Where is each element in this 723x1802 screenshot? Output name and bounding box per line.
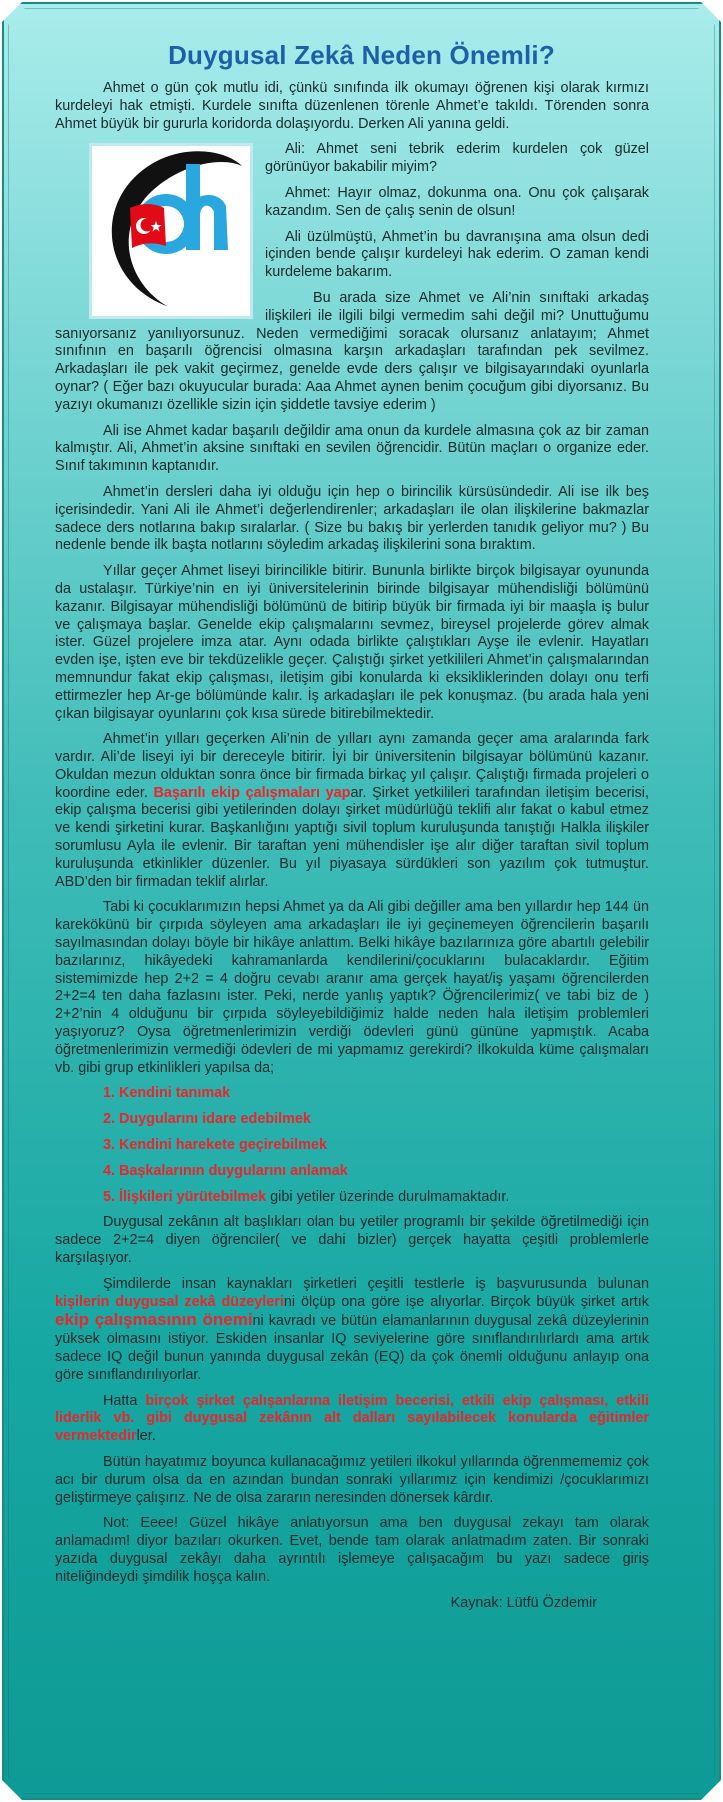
skills-list [103,1085,649,1206]
paragraph-10: Tabi ki çocuklarımızın hepsi Ahmet ya da Ali gibi değiller ama ben yıllardır hep 144 ün karekökünü bir çırpıda söyleyen ama arkadaşları ile iyi geçinemeyen öğrencilerin başarılı sayılmasından dolayı böyle bir hikâye anlattım. Belki hikâye bazılarınıza göre abartılı gelebilir bazılarınız, hikâyedeki kahramanlarda kendilerini/çocuklarını bulacaklardır. Eğitim sistemimizde hep 2+2 = 4 doğru cevabı aranır ama gerçek hayat/iş yaşamı öğrencilerden 2+2=4 ten daha fazlasını ister. Peki, nerde yanlış yaptık? Öğrencilerimiz( ve tabi biz de ) 2+2’nin 4 olduğunu bir çırpıda söyleyebildiğimiz halde neden hala iletişim problemleri yaşıyoruz? Oysa öğretmenlerimizin verdiği ödevleri günü gününe yapmıştık. Acaba öğretmenlerimizin vermediği ödevleri de mi yapmamız gerekirdi? İlkokulda küme çalışmaları vb. gibi grup etkinlikleri yapılsa da; [55,899,649,1076]
dh-logo-icon [89,143,253,319]
intro-text-2: Ali: Ahmet seni tebrik ederim kurdelen çok güzel görünüyor bakabilir miyim? [265,141,649,176]
paragraph-12 [55,1276,649,1385]
paragraph-9-text-b: ar. Şirket yetkilileri tarafından iletişim becerisi, ekip çalışma becerisi gibi yetilerinden dolayı şirket müdürlüğü teklifi alır fakat o kabul etmez ve kendi şirketini kurar. Başkanlığını yaptığı sivil toplum kuruluşunda tanıştığı Halkla ilişkiler sorumlusu Ayla ile evlenir. Bir taraftan yeni mühendisler işe alır diğer taraftan sivil toplum kuruluşunda etkinlikler düzenler. Bu yıl piyasaya sürdükleri son yazılım çok tutmuştur. ABD’den bir firmadan teklif alırlar. [55,784,649,890]
list-item-2: 2. Duygularını idare edebilmek [103,1111,311,1128]
paragraph-15: Not: Eeee! Güzel hikâye anlatıyorsun ama ben duygusal zekayı tam olarak anlamadım! diyor bazıları okurken. Evet, bende tam olarak anlatmadım zaten. Bir sonraki yazıda duygusal zekâyı daha ayrıntılı işlemeye çalışacağım bu yazı sadece giriş niteliğindeydi şimdilik hoşça kalın. [55,1515,649,1585]
paragraph-5: Bu arada size Ahmet ve Ali’nin sınıftaki arkadaş ilişkileri ile ilgili bilgi vermedim sahi değil mi? Unuttuğumu sanıyorsanız yanılıyorsunuz. Neden vermediğimi soracak olursanız anlatayım; Ahmet sınıfının en başarılı öğrencisi olmasına karşın arkadaşları tarafından pek sevilmez. Arkadaşları ile pek vakit geçirmez, genelde evde ders çalışır ve bilgisayarındaki oyunlarla oynar? ( Eğer bazı okuyucular burada: Aaa Ahmet aynen benim çocuğum gibi diyorsanız. Bu yazıyı okumanızı özellikle sizin için şiddetle tavsiye ederim ) [55,289,649,413]
list-item [103,1137,649,1155]
paragraph-7: Ahmet’in dersleri daha iyi olduğu için hep o birincilik kürsüsündedir. Ali ise ilk beş içerisindedir. Yani Ali ile Ahmet’i değerlendirenler; arkadaşları ile olan ilişkilerine bakmazlar sadece ders notlarına bakıp sıralarlar. ( Size bu bakış bir yerlerden tanıdık geliyor mu? ) Bu nedenle bende ilk başta notlarını söyledim arkadaş ilişkilerini sona bıraktım. [55,483,649,554]
list-item-5: 5. İlişkileri yürütebilmek [103,1188,267,1205]
paragraph-9-text-a: Ahmet’in yılları geçerken Ali’nin de yılları aynı zamanda geçer ama aralarında fark vardır. Ali’de liseyi iyi bir dereceyle bitirir. İyi bir üniversitenin bilgisayar bölümünü kazanır. Okuldan mezun olduktan sonra önce bir firmada birkaç yıl çalışır. Çalıştığı firmada projeleri o koordine eder. [55,731,649,801]
logo-graphic [92,146,250,316]
article-body [55,80,649,1612]
list-item [103,1111,649,1129]
paragraph-13-text-b: ler. [136,1428,156,1445]
paragraph-6: Ali ise Ahmet kadar başarılı değildir ama onun da kurdele almasına çok az bir zaman kalmıştır. Ali, Ahmet’in aksine sınıftaki en sevilen öğrencidir. Bütün maçları o organize eder. Sınıf takımının kaptanıdır. [55,422,649,475]
paragraph-8: Yıllar geçer Ahmet liseyi birincilikle bitirir. Bununla birlikte birçok bilgisayar oyununda da ustalaşır. Türkiye’nin en iyi üniversitelerinin birinde bilgisayar mühendisliği bölümünü kazanır. Bilgisayar mühendisliği bölümünü de bitirip büyük bir firmada iyi bir maaşla iş bulur ve çalışmaya başlar. Genelde ekip çalışmalarını sevmez, bireysel projelerde görev almak ister. Güzel projelere imza atar. Aynı odada birlikte çalıştıkları Ayşe ile evlenir. Hayatları evden işe, işten eve bir tekdüzelikle geçer. Çalıştığı şirket yetkilileri Ahmet’in çalışmalarından memnundur fakat ekip çalışması, iletişim gibi konularda ki eksikliklerinden dolayı onu terfi ettirmezler hep Ar-ge bölümünde kalır. İş arkadaşları ile pek konuşmaz. (bu arada hala yeni çıkan bilgisayar oyunlarını çok kısa sürede bitirebilmektedir. [55,563,649,722]
list-item [103,1163,649,1181]
paragraph-14: Bütün hayatımız boyunca kullanacağımız yetileri ilkokul yıllarında öğrenmememiz çok acı bir durum olsa da en azından bundan sonraki yıllarımız için kendimizi /çocuklarımızı geliştirmeye çalışırız. Ne de olsa zararın neresinden dönersek kârdır. [55,1453,649,1506]
source-credit: Kaynak: Lütfü Özdemir [450,1594,597,1611]
paragraph-13-text-a: Hatta [103,1392,146,1409]
list-item [103,1085,649,1103]
paragraph-12-text-c: ni kavradı ve bütün elamanlarının duygusal zekâ düzeylerinin yüksek olmasını istiyor. Eskiden insanlar IQ seviyelerine göre sınıflandırılırlardı ama artık sadece IQ değil bunun yanında duygusal zekân (EQ) da çok önemli olduğunu anlayıp ona göre sınıflandırılıyorlar. [55,1313,649,1383]
list-item-5-rest: gibi yetiler üzerinde durulmamaktadır. [266,1188,510,1205]
intro-text-3: Ahmet: Hayır olmaz, dokunma ona. Onu çok çalışarak kazandım. Sen de çalış senin de olsun! [265,184,649,219]
paragraph-intro-1 [55,80,649,133]
paragraph-13-highlight: birçok şirket çalışanlarına iletişim becerisi, etkili ekip çalışması, etkili liderlik vb. gibi duygusal zekânın alt dalları sayılabilecek konularda eğitimler vermektedir [55,1392,649,1445]
list-item-1: 1. Kendini tanımak [103,1085,231,1102]
paragraph-9-highlight: Başarılı ekip çalışmaları yap [153,784,351,801]
paragraph-9 [55,731,649,891]
paragraph-12-highlight-1: kişilerin duygusal zekâ düzeyleri [55,1293,284,1310]
list-item [103,1189,649,1207]
list-item-4: 4. Başkalarının duygularını anlamak [103,1162,348,1179]
page-title: Duygusal Zekâ Neden Önemli? [168,40,555,70]
intro-text-1: Ahmet o gün çok mutlu idi, çünkü sınıfında ilk okumayı öğrenen kişi olarak kırmızı kurdeleyi hak etmişti. Kurdele sınıfta düzenlenen törenle Ahmet’e takıldı. Törenden sonra Ahmet büyük bir gururla koridorda dolaşıyordu. Derken Ali yanına geldi. [55,80,649,132]
paragraph-13 [55,1393,649,1446]
intro-text-4: Ali üzülmüştü, Ahmet’in bu davranışına ama olsun dedi içinden bende çalışır kurdeleyi hak ederim. O zaman kendi kurdeleme bakarım. [265,228,649,281]
paragraph-12-highlight-2: ekip çalışmasının önemi [55,1310,253,1330]
paragraph-12-text-a: Şimdilerde insan kaynakları şirketleri çeşitli testlerle iş başvurusunda bulunan [103,1275,649,1292]
list-item-3: 3. Kendini harekete geçirebilmek [103,1137,327,1154]
paragraph-11: Duygusal zekânın alt başlıkları olan bu yetiler programlı bir şekilde öğretilmediği için sadece 2+2=4 diyen öğrenciler( ve dahi bizler) gerçek hayatta çeşitli problemlerle karşılaşıyor. [55,1214,649,1267]
paragraph-12-text-b: ni ölçüp ona göre işe alıyorlar. Birçok büyük şirket artık [283,1293,649,1310]
